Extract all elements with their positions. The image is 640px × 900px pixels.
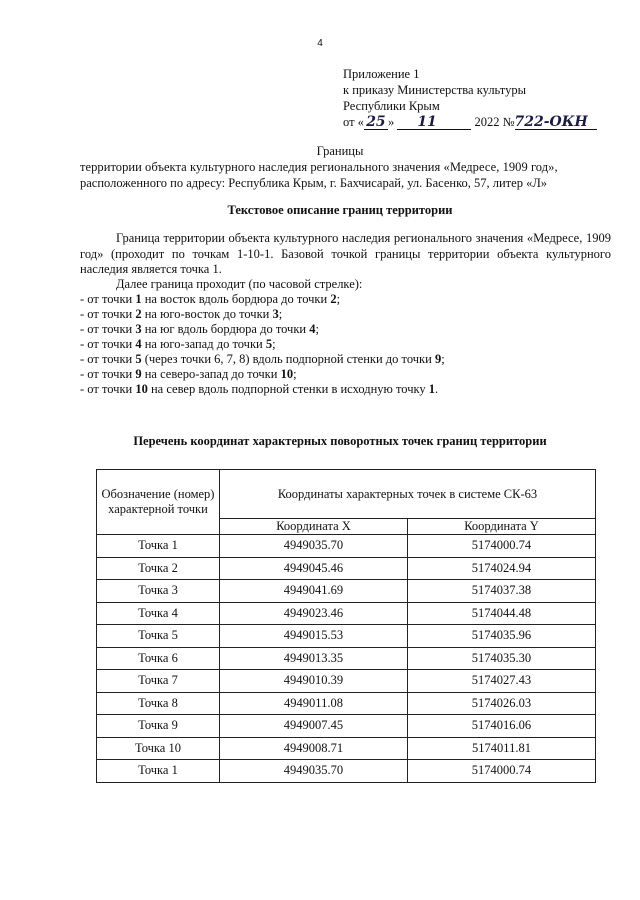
table-row [97,692,596,715]
list-item: - от точки 3 на юг вдоль бордюра до точки 4; [80,322,319,336]
cell-x: 4949045.46 [220,557,408,580]
cell-x: 4949035.70 [220,535,408,558]
cell-point: Точка 6 [97,647,220,670]
list-item: - от точки 4 на юго-запад до точки 5; [80,337,276,351]
cell-x: 4949007.45 [220,715,408,738]
cell-y: 5174027.43 [407,670,595,693]
cell-x: 4949011.08 [220,692,408,715]
cell-point: Точка 5 [97,625,220,648]
cell-x: 4949013.35 [220,647,408,670]
cell-y: 5174037.38 [407,580,595,603]
appendix-line-3: Республики Крым [343,99,440,113]
cell-point: Точка 4 [97,602,220,625]
appendix-line-1: Приложение 1 [343,67,420,81]
table-row [97,535,596,558]
cell-y: 5174035.30 [407,647,595,670]
table-row [97,670,596,693]
boundary-list [80,277,611,397]
table-row [97,580,596,603]
date-month: 11 [397,116,471,130]
header-point: Обозначение (номер) характерной точки [97,470,220,535]
table-row [97,557,596,580]
date-prefix: от « [343,115,364,129]
cell-point: Точка 9 [97,715,220,738]
cell-point: Точка 2 [97,557,220,580]
table-row [97,602,596,625]
table-section-heading: Перечень координат характерных поворотных точек границ территории [133,434,547,448]
date-year: 2022 [474,115,500,129]
list-item: - от точки 2 на юго-восток до точки 3; [80,307,283,321]
header-x: Координата X [220,519,408,535]
date-mid: » [387,115,395,129]
cell-point: Точка 1 [97,535,220,558]
text-section-heading: Текстовое описание границ территории [227,203,453,217]
coordinates-table [96,469,596,783]
cell-y: 5174000.74 [407,535,595,558]
appendix-date-line [343,114,597,130]
header-coords: Координаты характерных точек в системе СК-63 [220,470,596,519]
list-item: - от точки 1 на восток вдоль бордюра до точки 2; [80,292,341,306]
header-y: Координата Y [407,519,595,535]
cell-y: 5174035.96 [407,625,595,648]
cell-y: 5174016.06 [407,715,595,738]
boundary-list-intro: Далее граница проходит (по часовой стрелке): [116,277,363,291]
boundary-paragraph: Граница территории объекта культурного наследия регионального значения «Медресе, 1909 год» (проходит по точкам 1-10-1. Базовой точкой границы территории объекта культурного наследия является точка 1. [80,231,611,276]
list-item: - от точки 10 на север вдоль подпорной стенки в исходную точку 1. [80,382,439,396]
cell-x: 4949008.71 [220,737,408,760]
table-row [97,760,596,783]
cell-point: Точка 7 [97,670,220,693]
page-number: 4 [317,38,323,49]
cell-y: 5174024.94 [407,557,595,580]
cell-x: 4949035.70 [220,760,408,783]
document-heading: Границы [316,144,364,158]
cell-y: 5174011.81 [407,737,595,760]
appendix-line-2: к приказу Министерства культуры [343,83,526,97]
table-row [97,715,596,738]
cell-x: 4949041.69 [220,580,408,603]
order-number: 722-ОКН [515,116,597,130]
table-row [97,737,596,760]
table-row [97,647,596,670]
number-sign: № [502,115,515,129]
list-item: - от точки 9 на северо-запад до точки 10; [80,367,297,381]
cell-y: 5174026.03 [407,692,595,715]
document-title-line-1: территории объекта культурного наследия регионального значения «Медресе, 1909 год», [80,160,558,174]
list-item: - от точки 5 (через точки 6, 7, 8) вдоль подпорной стенки до точки 9; [80,352,445,366]
cell-y: 5174000.74 [407,760,595,783]
table-row [97,625,596,648]
cell-x: 4949023.46 [220,602,408,625]
cell-x: 4949010.39 [220,670,408,693]
cell-x: 4949015.53 [220,625,408,648]
document-title-line-2: расположенного по адресу: Республика Крым, г. Бахчисарай, ул. Басенко, 57, литер «Л» [80,176,548,190]
cell-point: Точка 8 [97,692,220,715]
cell-point: Точка 10 [97,737,220,760]
cell-y: 5174044.48 [407,602,595,625]
appendix-block [343,66,597,130]
date-day: 25 [364,116,388,130]
cell-point: Точка 3 [97,580,220,603]
cell-point: Точка 1 [97,760,220,783]
